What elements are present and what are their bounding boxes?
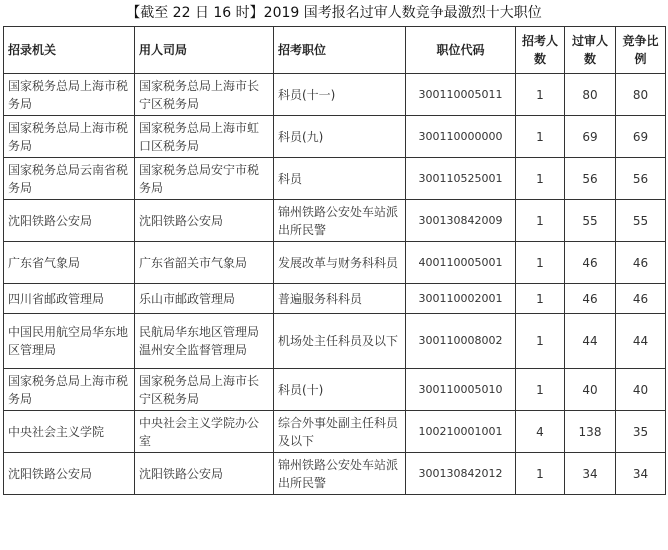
cell-recruit: 1 (516, 116, 565, 158)
cell-passed: 138 (565, 411, 616, 453)
table-header-row (4, 27, 666, 74)
cell-dept: 国家税务总局上海市长宁区税务局 (135, 74, 274, 116)
header-passed: 过审人数 (565, 27, 616, 74)
page-title: 【截至 22 日 16 时】2019 国考报名过审人数竞争最激烈十大职位 (126, 5, 542, 21)
cell-passed: 44 (565, 314, 616, 369)
cell-code: 300130842012 (406, 453, 516, 495)
cell-position: 科员(十一) (274, 74, 406, 116)
cell-org: 四川省邮政管理局 (4, 284, 135, 314)
cell-org: 沈阳铁路公安局 (4, 200, 135, 242)
cell-passed: 46 (565, 284, 616, 314)
header-dept: 用人司局 (135, 27, 274, 74)
header-code: 职位代码 (406, 27, 516, 74)
cell-org: 中央社会主义学院 (4, 411, 135, 453)
table-row (4, 200, 666, 242)
cell-org: 国家税务总局上海市税务局 (4, 116, 135, 158)
cell-ratio: 55 (616, 200, 666, 242)
cell-dept: 乐山市邮政管理局 (135, 284, 274, 314)
cell-dept: 国家税务总局上海市长宁区税务局 (135, 369, 274, 411)
header-recruit: 招考人数 (516, 27, 565, 74)
table-row (4, 314, 666, 369)
table-row (4, 284, 666, 314)
cell-code: 400110005001 (406, 242, 516, 284)
cell-recruit: 1 (516, 453, 565, 495)
cell-dept: 沈阳铁路公安局 (135, 453, 274, 495)
cell-org: 国家税务总局云南省税务局 (4, 158, 135, 200)
positions-table (3, 26, 666, 495)
cell-passed: 34 (565, 453, 616, 495)
cell-passed: 40 (565, 369, 616, 411)
cell-ratio: 46 (616, 242, 666, 284)
cell-ratio: 40 (616, 369, 666, 411)
cell-ratio: 80 (616, 74, 666, 116)
cell-code: 300110005011 (406, 74, 516, 116)
table-row (4, 453, 666, 495)
cell-recruit: 1 (516, 158, 565, 200)
cell-org: 国家税务总局上海市税务局 (4, 74, 135, 116)
cell-code: 300110000000 (406, 116, 516, 158)
cell-dept: 国家税务总局上海市虹口区税务局 (135, 116, 274, 158)
cell-position: 综合外事处副主任科员及以下 (274, 411, 406, 453)
cell-position: 锦州铁路公安处车站派出所民警 (274, 200, 406, 242)
cell-passed: 56 (565, 158, 616, 200)
cell-position: 科员 (274, 158, 406, 200)
cell-passed: 69 (565, 116, 616, 158)
cell-recruit: 1 (516, 74, 565, 116)
cell-recruit: 1 (516, 200, 565, 242)
table-row (4, 158, 666, 200)
cell-org: 沈阳铁路公安局 (4, 453, 135, 495)
cell-recruit: 1 (516, 284, 565, 314)
cell-org: 国家税务总局上海市税务局 (4, 369, 135, 411)
cell-dept: 广东省韶关市气象局 (135, 242, 274, 284)
cell-position: 锦州铁路公安处车站派出所民警 (274, 453, 406, 495)
cell-org: 广东省气象局 (4, 242, 135, 284)
cell-code: 300130842009 (406, 200, 516, 242)
cell-dept: 沈阳铁路公安局 (135, 200, 274, 242)
cell-recruit: 1 (516, 314, 565, 369)
cell-position: 科员(九) (274, 116, 406, 158)
cell-org: 中国民用航空局华东地区管理局 (4, 314, 135, 369)
cell-recruit: 1 (516, 369, 565, 411)
cell-recruit: 4 (516, 411, 565, 453)
cell-code: 300110005010 (406, 369, 516, 411)
table-row (4, 116, 666, 158)
cell-code: 300110525001 (406, 158, 516, 200)
cell-passed: 46 (565, 242, 616, 284)
header-ratio: 竞争比例 (616, 27, 666, 74)
cell-position: 科员(十) (274, 369, 406, 411)
cell-code: 300110002001 (406, 284, 516, 314)
cell-code: 100210001001 (406, 411, 516, 453)
cell-dept: 民航局华东地区管理局温州安全监督管理局 (135, 314, 274, 369)
cell-recruit: 1 (516, 242, 565, 284)
cell-passed: 55 (565, 200, 616, 242)
cell-position: 普遍服务科科员 (274, 284, 406, 314)
cell-passed: 80 (565, 74, 616, 116)
cell-ratio: 56 (616, 158, 666, 200)
header-position: 招考职位 (274, 27, 406, 74)
cell-position: 发展改革与财务科科员 (274, 242, 406, 284)
cell-ratio: 35 (616, 411, 666, 453)
cell-dept: 国家税务总局安宁市税务局 (135, 158, 274, 200)
cell-ratio: 69 (616, 116, 666, 158)
cell-ratio: 46 (616, 284, 666, 314)
table-row (4, 242, 666, 284)
header-org: 招录机关 (4, 27, 135, 74)
table-row (4, 411, 666, 453)
cell-code: 300110008002 (406, 314, 516, 369)
cell-dept: 中央社会主义学院办公室 (135, 411, 274, 453)
cell-ratio: 34 (616, 453, 666, 495)
cell-ratio: 44 (616, 314, 666, 369)
table-row (4, 74, 666, 116)
table-row (4, 369, 666, 411)
cell-position: 机场处主任科员及以下 (274, 314, 406, 369)
